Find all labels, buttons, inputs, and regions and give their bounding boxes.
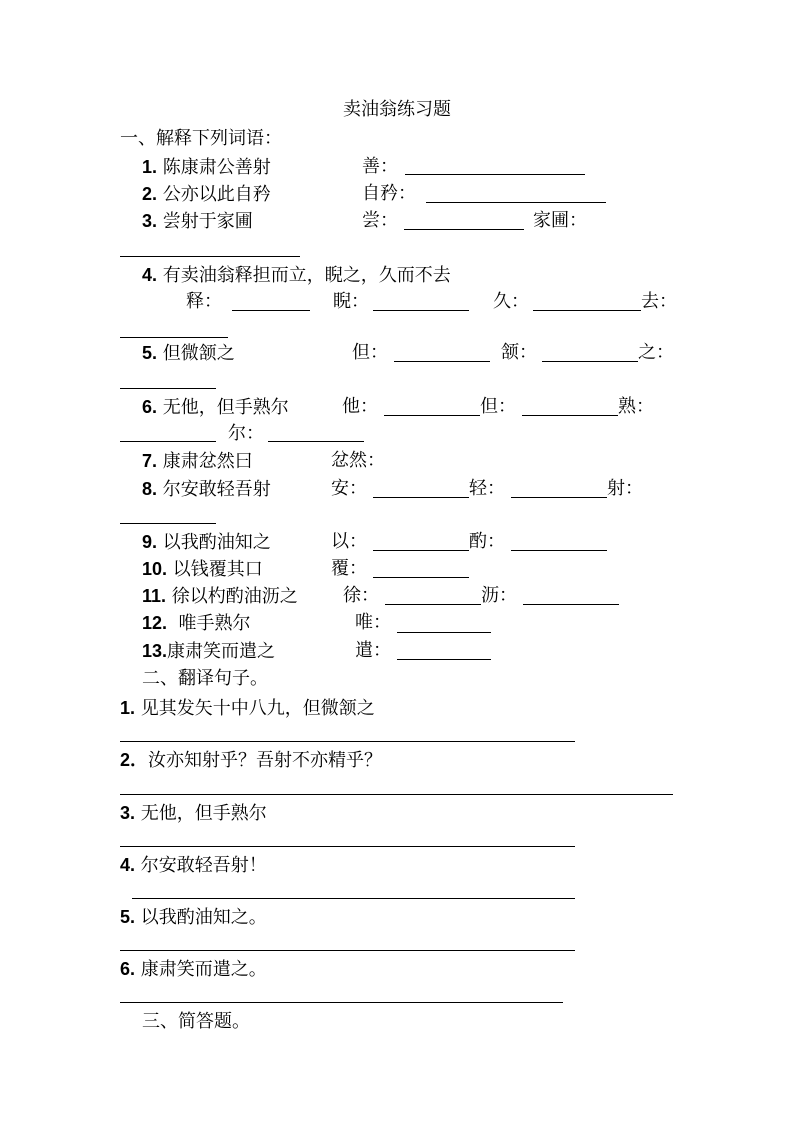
- translation-line[interactable]: [120, 794, 673, 795]
- answer-blank[interactable]: [268, 441, 364, 442]
- answer-blank[interactable]: [373, 550, 469, 551]
- item-text: 康肃笑而遣之。: [140, 959, 267, 980]
- answer-blank[interactable]: [120, 337, 228, 338]
- item-text: 无他，但手熟尔: [162, 397, 289, 418]
- gloss-label: 熟：: [618, 396, 654, 417]
- answer-blank[interactable]: [533, 310, 641, 311]
- item-text: 以我酌油知之。: [140, 907, 267, 928]
- gloss-label: 遣：: [355, 640, 391, 661]
- answer-blank[interactable]: [397, 632, 491, 633]
- item-number: 7.: [142, 451, 158, 471]
- item-text: 见其发矢十中八九，但微颔之: [140, 698, 375, 719]
- translation-line[interactable]: [120, 1002, 563, 1003]
- answer-blank[interactable]: [120, 388, 216, 389]
- item-number: 6.: [142, 397, 158, 417]
- answer-blank[interactable]: [232, 310, 310, 311]
- gloss-label: 颔：: [501, 342, 537, 363]
- translation-line[interactable]: [120, 741, 575, 742]
- gloss-label: 以：: [331, 531, 367, 552]
- translation-line[interactable]: [120, 950, 575, 951]
- gloss-label: 他：: [342, 396, 378, 417]
- gloss-label: 释：: [186, 291, 222, 312]
- vocab-item-2: [142, 183, 271, 206]
- item-text: 公亦以此自矜: [162, 184, 271, 205]
- gloss-label: 轻：: [469, 478, 505, 499]
- section3-heading: 三、简答题。: [142, 1011, 250, 1032]
- vocab-item-12: [142, 612, 250, 635]
- section2-heading: 二、翻译句子。: [142, 668, 268, 689]
- item-text: 但微颔之: [162, 343, 235, 364]
- item-text: 尔安敢轻吾射: [162, 479, 271, 500]
- gloss-label: 酌：: [469, 531, 505, 552]
- item-number: 10.: [142, 559, 168, 579]
- gloss-label: 但：: [480, 396, 516, 417]
- gloss-label: 自矜：: [362, 183, 416, 204]
- vocab-item-10: [142, 558, 263, 581]
- vocab-item-8: [142, 478, 271, 501]
- item-number: 2.: [142, 184, 158, 204]
- gloss-label: 睨：: [333, 291, 369, 312]
- vocab-item-11: [142, 585, 298, 608]
- answer-blank[interactable]: [373, 577, 469, 578]
- item-number: 5.: [120, 907, 136, 927]
- answer-blank[interactable]: [120, 441, 216, 442]
- gloss-label: 徐：: [343, 585, 379, 606]
- item-number: 1.: [142, 157, 158, 177]
- item-text: 康肃忿然曰: [162, 451, 253, 472]
- vocab-item-13: [142, 640, 275, 663]
- gloss-label: 安：: [331, 478, 367, 499]
- vocab-item-5: [142, 342, 235, 365]
- translation-line[interactable]: [120, 846, 575, 847]
- gloss-label: 家圃：: [533, 210, 587, 231]
- item-text: 以钱覆其口: [172, 559, 263, 580]
- item-number: 11.: [142, 586, 167, 606]
- item-number: 5.: [142, 343, 158, 363]
- answer-blank[interactable]: [405, 174, 585, 175]
- answer-blank[interactable]: [385, 604, 481, 605]
- gloss-label: 久：: [493, 291, 529, 312]
- answer-blank[interactable]: [511, 550, 607, 551]
- item-number: 13.: [142, 641, 168, 661]
- vocab-item-9: [142, 531, 271, 554]
- answer-blank[interactable]: [397, 659, 491, 660]
- item-text: 唯手熟尔: [178, 613, 251, 634]
- gloss-label: 去：: [641, 291, 677, 312]
- vocab-item-1: [142, 156, 271, 179]
- gloss-label: 射：: [607, 478, 643, 499]
- item-text: 尝射于家圃: [162, 211, 253, 232]
- answer-blank[interactable]: [120, 523, 216, 524]
- translate-item-5: [120, 906, 267, 929]
- translate-item-4: [120, 854, 267, 877]
- item-text: 康肃笑而遣之: [167, 641, 276, 662]
- gloss-label: 覆：: [331, 558, 367, 579]
- gloss-label: 唯：: [355, 612, 391, 633]
- gloss-label: 尔：: [228, 423, 264, 444]
- item-text: 有卖油翁释担而立，睨之，久而不去: [162, 265, 451, 286]
- gloss-label: 尝：: [362, 210, 398, 231]
- translation-line[interactable]: [132, 898, 575, 899]
- translate-item-2: [120, 749, 382, 772]
- item-number: 2．: [120, 750, 149, 770]
- item-text: 以我酌油知之: [162, 532, 271, 553]
- item-number: 8.: [142, 479, 158, 499]
- vocab-item-3: [142, 210, 253, 233]
- item-number: 12.: [142, 613, 168, 633]
- item-number: 6.: [120, 959, 136, 979]
- vocab-item-7: [142, 450, 253, 473]
- answer-blank[interactable]: [404, 229, 524, 230]
- translate-item-1: [120, 697, 375, 720]
- item-text: 徐以杓酌油沥之: [171, 586, 298, 607]
- item-text: 尔安敢轻吾射！: [140, 855, 267, 876]
- item-number: 4.: [120, 855, 136, 875]
- answer-blank[interactable]: [542, 361, 638, 362]
- answer-blank[interactable]: [373, 310, 469, 311]
- item-number: 4.: [142, 265, 158, 285]
- item-number: 3.: [142, 211, 158, 231]
- answer-blank[interactable]: [511, 497, 607, 498]
- page-title: 卖油翁练习题: [343, 99, 451, 120]
- item-text: 陈康肃公善射: [162, 157, 271, 178]
- item-number: 1.: [120, 698, 136, 718]
- vocab-item-6: [142, 396, 289, 419]
- item-text: 无他，但手熟尔: [140, 803, 267, 824]
- answer-blank[interactable]: [120, 256, 300, 257]
- answer-blank[interactable]: [426, 202, 606, 203]
- translate-item-3: [120, 802, 267, 825]
- item-text: 汝亦知射乎？吾射不亦精乎？: [148, 750, 383, 771]
- item-number: 9.: [142, 532, 158, 552]
- gloss-label: 忿然：: [331, 450, 385, 471]
- answer-blank[interactable]: [394, 361, 490, 362]
- answer-blank[interactable]: [523, 604, 619, 605]
- section1-heading: 一、解释下列词语：: [120, 128, 282, 149]
- gloss-label: 沥：: [481, 585, 517, 606]
- answer-blank[interactable]: [384, 415, 480, 416]
- translate-item-6: [120, 958, 267, 981]
- vocab-item-4: [142, 264, 451, 287]
- answer-blank[interactable]: [522, 415, 618, 416]
- answer-blank[interactable]: [373, 497, 469, 498]
- item-number: 3.: [120, 803, 136, 823]
- gloss-label: 之：: [638, 342, 674, 363]
- gloss-label: 但：: [352, 342, 388, 363]
- gloss-label: 善：: [362, 156, 398, 177]
